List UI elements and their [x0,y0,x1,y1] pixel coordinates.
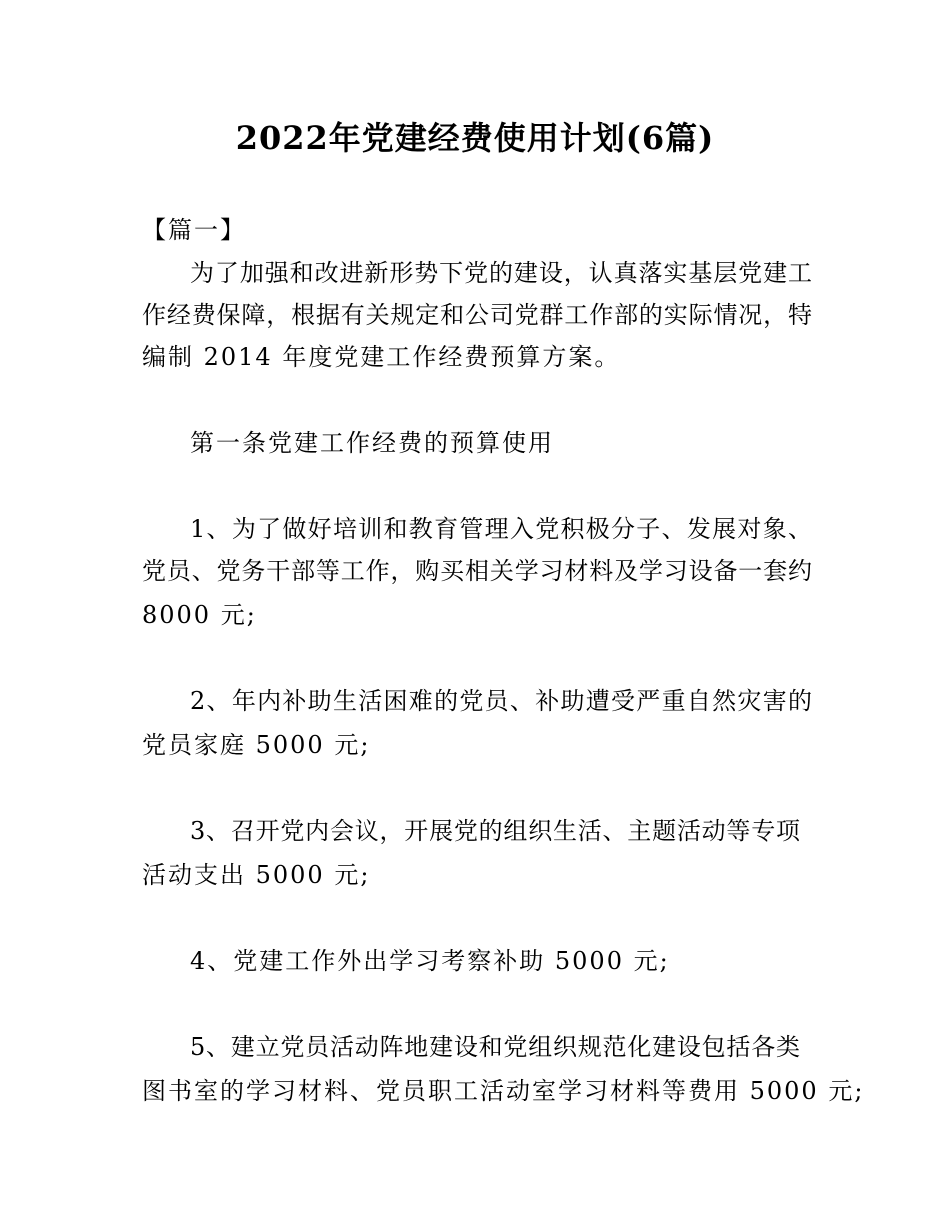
item-3-line-1: 3、召开党内会议，开展党的组织生活、主题活动等专项 [190,817,800,845]
document-title: 2022年党建经费使用计划(6篇) [235,119,715,157]
item-5-line-2: 图书室的学习材料、党员职工活动室学习材料等费用 5000 元; [142,1077,865,1105]
article-heading: 第一条党建工作经费的预算使用 [190,429,554,457]
intro-line-3: 编制 2014 年度党建工作经费预算方案。 [142,343,621,371]
item-3-line-2: 活动支出 5000 元; [142,861,371,889]
item-2-line-1: 2、年内补助生活困难的党员、补助遭受严重自然灾害的 [190,687,812,715]
item-1-line-3: 8000 元; [142,601,257,629]
item-1-line-1: 1、为了做好培训和教育管理入党积极分子、发展对象、 [190,515,812,543]
item-4-line-1: 4、党建工作外出学习考察补助 5000 元; [190,947,670,975]
intro-line-1: 为了加强和改进新形势下党的建设，认真落实基层党建工 [190,259,812,287]
item-1-line-2: 党员、党务干部等工作，购买相关学习材料及学习设备一套约 [142,557,812,585]
item-2-line-2: 党员家庭 5000 元; [142,731,371,759]
item-5-line-1: 5、建立党员活动阵地建设和党组织规范化建设包括各类 [190,1033,800,1061]
section-heading: 【篇一】 [142,216,246,244]
intro-line-2: 作经费保障，根据有关规定和公司党群工作部的实际情况，特 [142,301,812,329]
